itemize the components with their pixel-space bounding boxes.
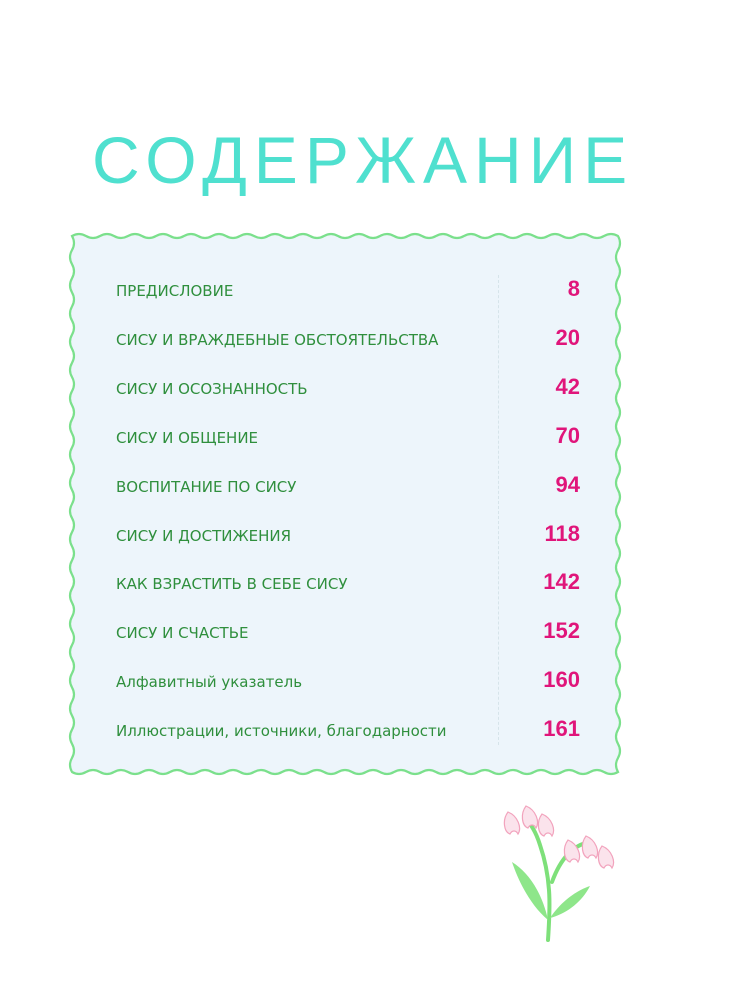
toc-page-number: 152 — [543, 618, 580, 643]
toc-page-number: 42 — [555, 374, 580, 399]
toc-label: Иллюстрации, источники, благодарности — [116, 722, 447, 740]
toc-row-mindfulness[interactable] — [66, 370, 624, 400]
toc-label: ПРЕДИСЛОВИЕ — [116, 282, 234, 300]
lily-of-the-valley-icon — [490, 800, 620, 945]
toc-page-number: 161 — [543, 716, 580, 741]
toc-label: СИСУ И ДОСТИЖЕНИЯ — [116, 527, 292, 545]
wavy-border — [66, 230, 624, 778]
toc-page-number: 70 — [555, 423, 580, 448]
toc-label: СИСУ И СЧАСТЬЕ — [116, 624, 249, 642]
toc-row-achievements[interactable] — [66, 517, 624, 547]
toc-label: СИСУ И ВРАЖДЕБНЫЕ ОБСТОЯТЕЛЬСТВА — [116, 331, 439, 349]
toc-label: Алфавитный указатель — [116, 673, 303, 691]
toc-page-number: 20 — [555, 325, 580, 350]
toc-frame — [66, 230, 624, 778]
toc-page-number: 94 — [555, 472, 580, 497]
toc-row-credits[interactable] — [66, 712, 624, 742]
toc-row-parenting[interactable] — [66, 468, 624, 498]
toc-page-number: 118 — [544, 521, 580, 546]
toc-page-number: 8 — [567, 276, 580, 301]
toc-page-number: 160 — [543, 667, 580, 692]
toc-page-number: 142 — [543, 569, 580, 594]
toc-row-preface[interactable] — [66, 272, 624, 302]
toc-row-communication[interactable] — [66, 419, 624, 449]
toc-row-happiness[interactable] — [66, 614, 624, 644]
toc-label: СИСУ И ОБЩЕНИЕ — [116, 429, 259, 447]
toc-label: ВОСПИТАНИЕ ПО СИСУ — [116, 478, 297, 496]
toc-label: КАК ВЗРАСТИТЬ В СЕБЕ СИСУ — [116, 575, 348, 593]
toc-row-adversity[interactable] — [66, 321, 624, 351]
toc-row-grow-sisu[interactable] — [66, 565, 624, 595]
toc-label: СИСУ И ОСОЗНАННОСТЬ — [116, 380, 308, 398]
page-title: СОДЕРЖАНИЕ — [92, 123, 635, 197]
toc-row-index[interactable] — [66, 663, 624, 693]
